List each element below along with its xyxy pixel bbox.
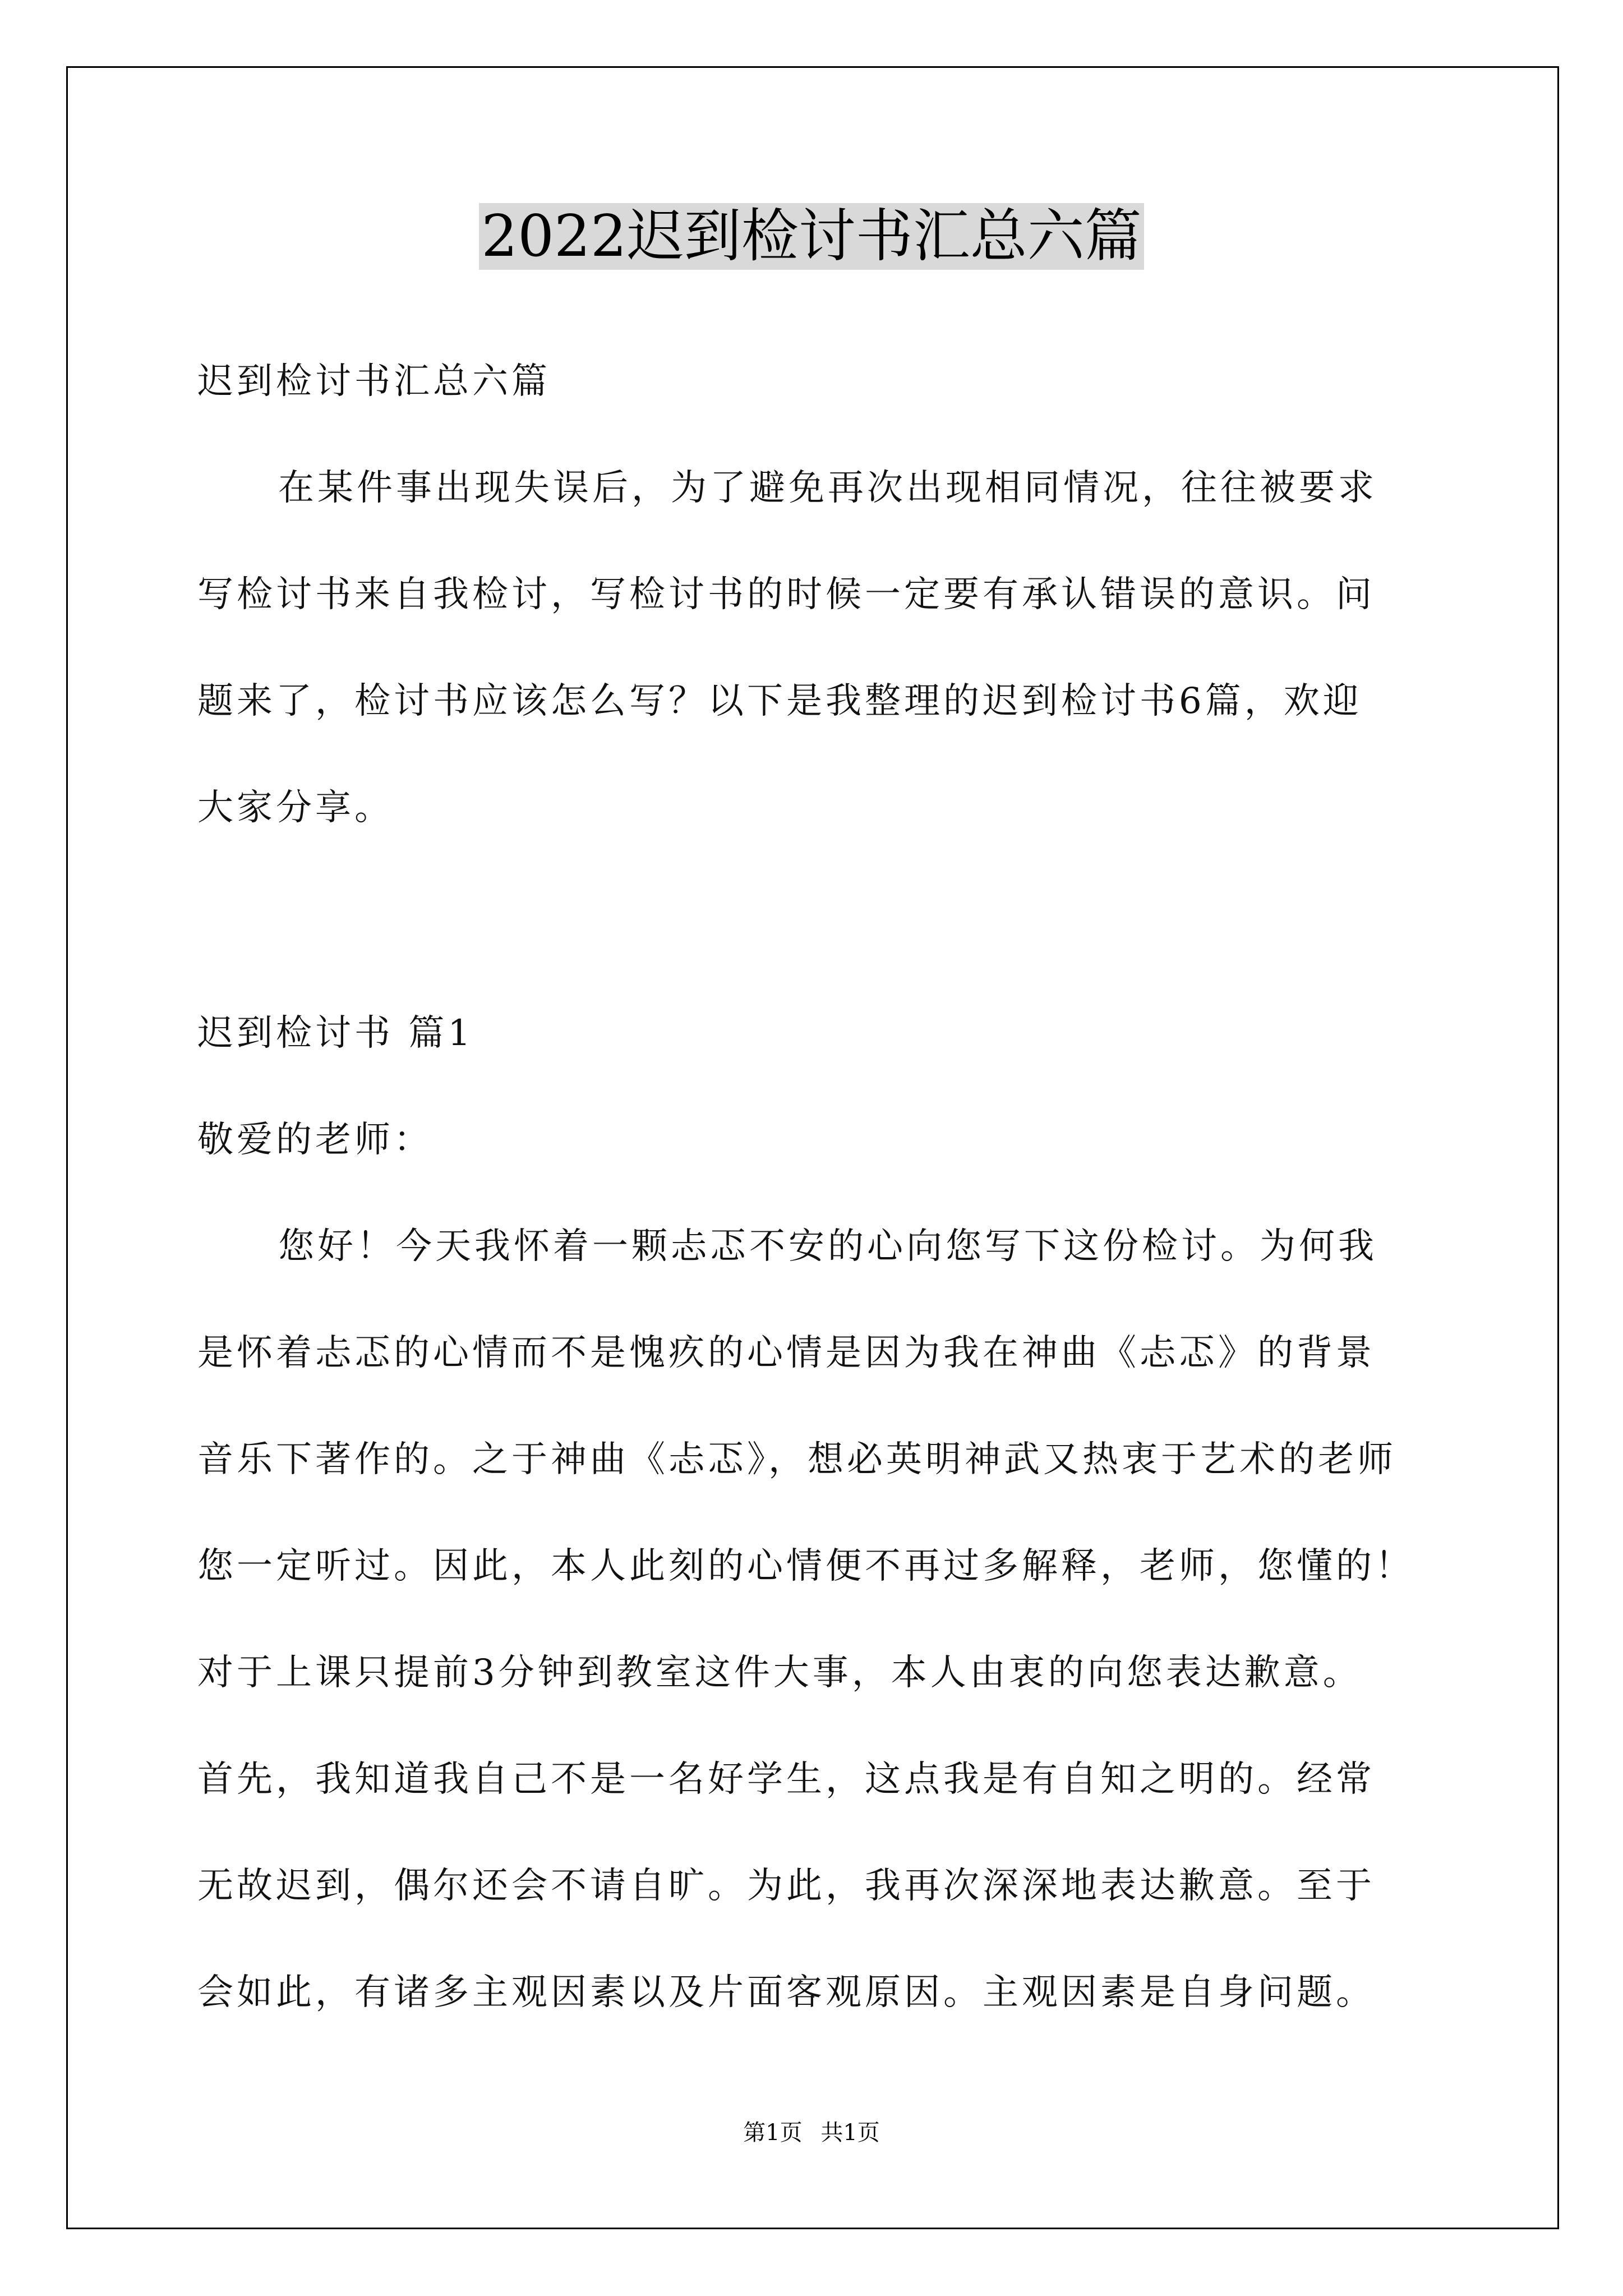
body-line-1: 您好！今天我怀着一颗忐忑不安的心向您写下这份检讨。为何我 [278,1226,1377,1267]
page-footer: 第1页 共1页 [743,2120,880,2146]
body-line-6: 首先，我知道我自己不是一名好学生，这点我是有自知之明的。经常 [197,1759,1375,1800]
intro-line-4: 大家分享。 [197,787,394,829]
salutation: 敬爱的老师： [197,1119,433,1161]
body-line-8: 会如此，有诸多主观因素以及片面客观原因。主观因素是自身问题。 [197,1972,1375,2013]
body-line-4: 您一定听过。因此，本人此刻的心情便不再过多解释，老师，您懂的！ [197,1545,1414,1587]
body-line-3: 音乐下著作的。之于神曲《忐忑》，想必英明神武又热衷于艺术的老师 [197,1439,1396,1480]
body-line-5: 对于上课只提前3分钟到教室这件大事，本人由衷的向您表达歉意。 [197,1652,1362,1694]
intro-line-3: 题来了，检讨书应该怎么写？以下是我整理的迟到检讨书6篇，欢迎 [197,680,1362,722]
intro-line-2: 写检讨书来自我检讨，写检讨书的时候一定要有承认错误的意识。问 [197,574,1375,615]
section-heading: 迟到检讨书 篇1 [197,1013,474,1054]
intro-line-1: 在某件事出现失误后，为了避免再次出现相同情况，往往被要求 [278,467,1377,509]
document-subtitle: 迟到检讨书汇总六篇 [197,361,551,402]
document-title: 2022迟到检讨书汇总六篇 [0,197,1623,276]
body-line-7: 无故迟到，偶尔还会不请自旷。为此，我再次深深地表达歉意。至于 [197,1865,1375,1907]
body-line-2: 是怀着忐忑的心情而不是愧疚的心情是因为我在神曲《忐忑》的背景 [197,1332,1375,1374]
